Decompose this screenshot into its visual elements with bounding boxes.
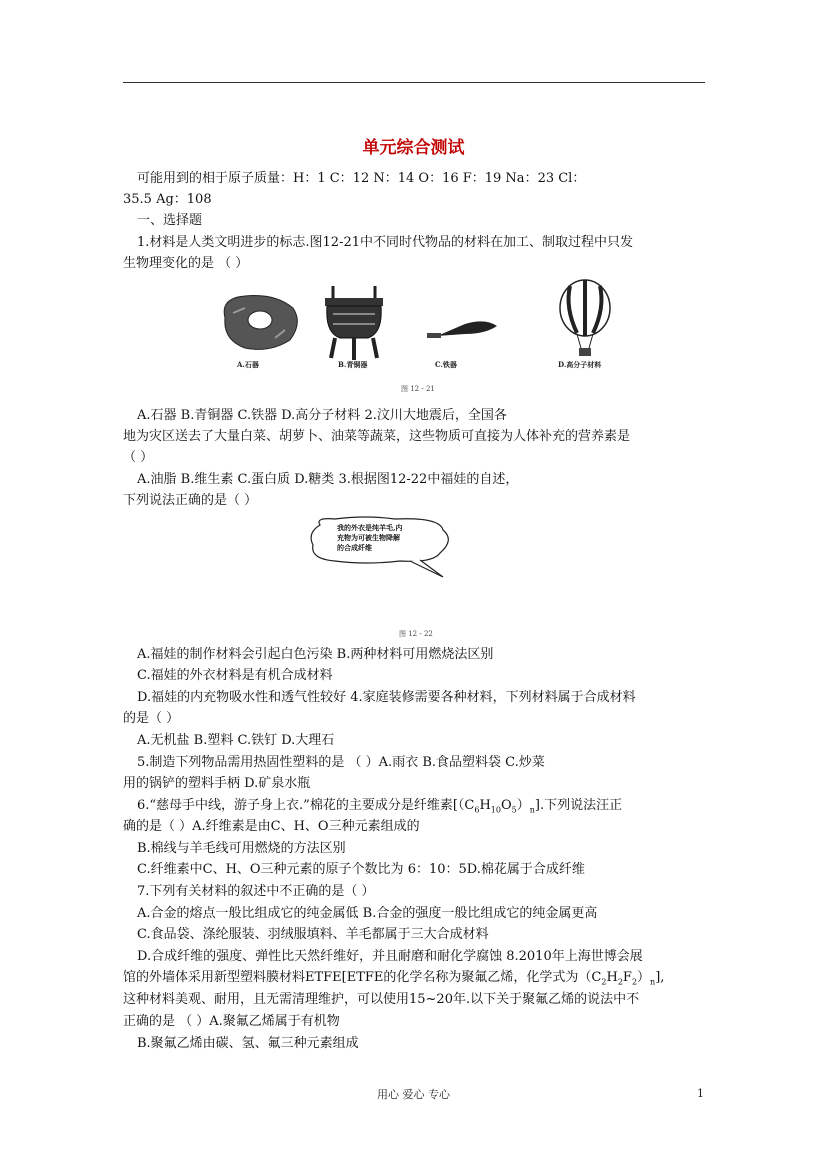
question-4-options: A.无机盐 B.塑料 C.铁钉 D.大理石 (137, 733, 335, 748)
figure-12-22 (305, 515, 465, 643)
question-6-line-4: C.纤维素中C、H、O三种元素的原子个数比为 6：10：5D.棉花属于合成纤维 (137, 862, 585, 877)
question-8-line-3: 这种材料美观、耐用，且无需清理维护，可以使用15~20年.以下关于聚氟乙烯的说法中不 (123, 992, 640, 1007)
bubble-text (337, 523, 402, 553)
question-8-line-2: 馆的外墙体采用新型塑料膜材料ETFE[ETFE的化学名称为聚氟乙烯，化学式为$(C_2H_2F_2)_n$], (123, 970, 665, 987)
question-7-line-1: 7.下列有关材料的叙述中不正确的是（ ） (137, 884, 375, 899)
question-3-option-c: C.福娃的外衣材料是有机合成材料 (137, 668, 333, 683)
iron-tool-image (427, 321, 497, 338)
question-1-line-2: 生物理变化的是 （ ） (123, 256, 249, 271)
question-6-line-2: 确的是（ ）A.纤维素是由C、H、O三种元素组成的 (123, 819, 420, 834)
question-6-line-1: 6.“慈母手中线，游子身上衣.”棉花的主要成分是纤维素$[(C_6H_{10}O_5)_n]$.下列说法汪正 (137, 798, 623, 815)
page-title: 单元综合测试 (362, 138, 465, 158)
question-1-options: A.石器 B.青铜器 C.铁器 D.高分子材料 2.汶川大地震后，全国各 (137, 408, 507, 423)
figure-label: 图 12 - 21 (401, 385, 435, 393)
question-7-line-4: D.合成纤维的强度、弹性比天然纤维好，并且耐磨和耐化学腐蚀 8.2010年上海世博会展 (137, 949, 643, 964)
question-1-line-1: 1.材料是人类文明进步的标志.图12-21中不同时代物品的材料在加工、制取过程中只发 (137, 235, 634, 250)
question-4-line-2: 的是（ ） (123, 711, 180, 726)
figure-caption-d: D.高分子材料 (558, 360, 602, 369)
figure-caption-b: B.青铜器 (338, 360, 368, 369)
question-7-line-3: C.食品袋、涤纶服装、羽绒服填料、羊毛都属于三大合成材料 (137, 927, 489, 942)
atomic-mass-line-2: 35.5 Ag：108 (123, 192, 212, 207)
bubble-line-1: 我的外衣是纯羊毛,内 (337, 523, 403, 532)
question-8-line-5: B.聚氟乙烯由碳、氢、氟三种元素组成 (137, 1036, 359, 1051)
page-footer: 用心 爱心 专心 (377, 1088, 450, 1101)
question-3-option-d: D.福娃的内充物吸水性和透气性较好 4.家庭装修需要各种材料，下列材料属于合成材料 (137, 690, 636, 705)
figure-12-21 (215, 278, 635, 398)
question-3-line-2: 下列说法正确的是（ ） (123, 493, 258, 508)
question-2-line-2: 地为灾区送去了大量白菜、胡萝卜、油菜等蔬菜，这些物质可直接为人体补充的营养素是 (123, 429, 631, 444)
question-2-options: A.油脂 B.维生素 C.蛋白质 D.糖类 3.根据图12-22中福娃的自述， (137, 472, 519, 487)
figure-label-2: 图 12 - 22 (399, 630, 433, 638)
atomic-mass-line-1: 可能用到的相于原子质量：H：1 C：12 N：14 O：16 F：19 Na：23 Cl： (137, 171, 586, 186)
bronze-vessel-image (325, 286, 383, 360)
hot-air-balloon-image (560, 280, 610, 356)
figure-caption-c: C.铁器 (435, 360, 457, 369)
question-8-line-4: 正确的是 （ ）A.聚氟乙烯属于有机物 (123, 1014, 340, 1029)
question-5-line-2: 用的锅铲的塑料手柄 D.矿泉水瓶 (123, 776, 311, 791)
header-rule (123, 82, 705, 83)
section-heading: 一、选择题 (137, 213, 203, 228)
question-2-line-3: （ ） (123, 450, 154, 465)
bubble-line-3: 的合成纤维 (337, 543, 372, 552)
page-number: 1 (697, 1087, 704, 1100)
question-3-option-ab: A.福娃的制作材料会引起白色污染 B.两种材料可用燃烧法区别 (137, 647, 494, 662)
question-7-line-2: A.合金的熔点一般比组成它的纯金属低 B.合金的强度一般比组成它的纯金属更高 (137, 906, 598, 921)
stone-tool-image (224, 296, 297, 350)
question-6-line-3: B.棉线与羊毛线可用燃烧的方法区别 (137, 841, 346, 856)
question-5-line-1: 5.制造下列物品需用热固性塑料的是 （ ）A.雨衣 B.食品塑料袋 C.炒菜 (137, 755, 545, 770)
figure-caption-a: A.石器 (237, 360, 259, 369)
bubble-line-2: 充物为可被生物降解 (337, 533, 400, 542)
